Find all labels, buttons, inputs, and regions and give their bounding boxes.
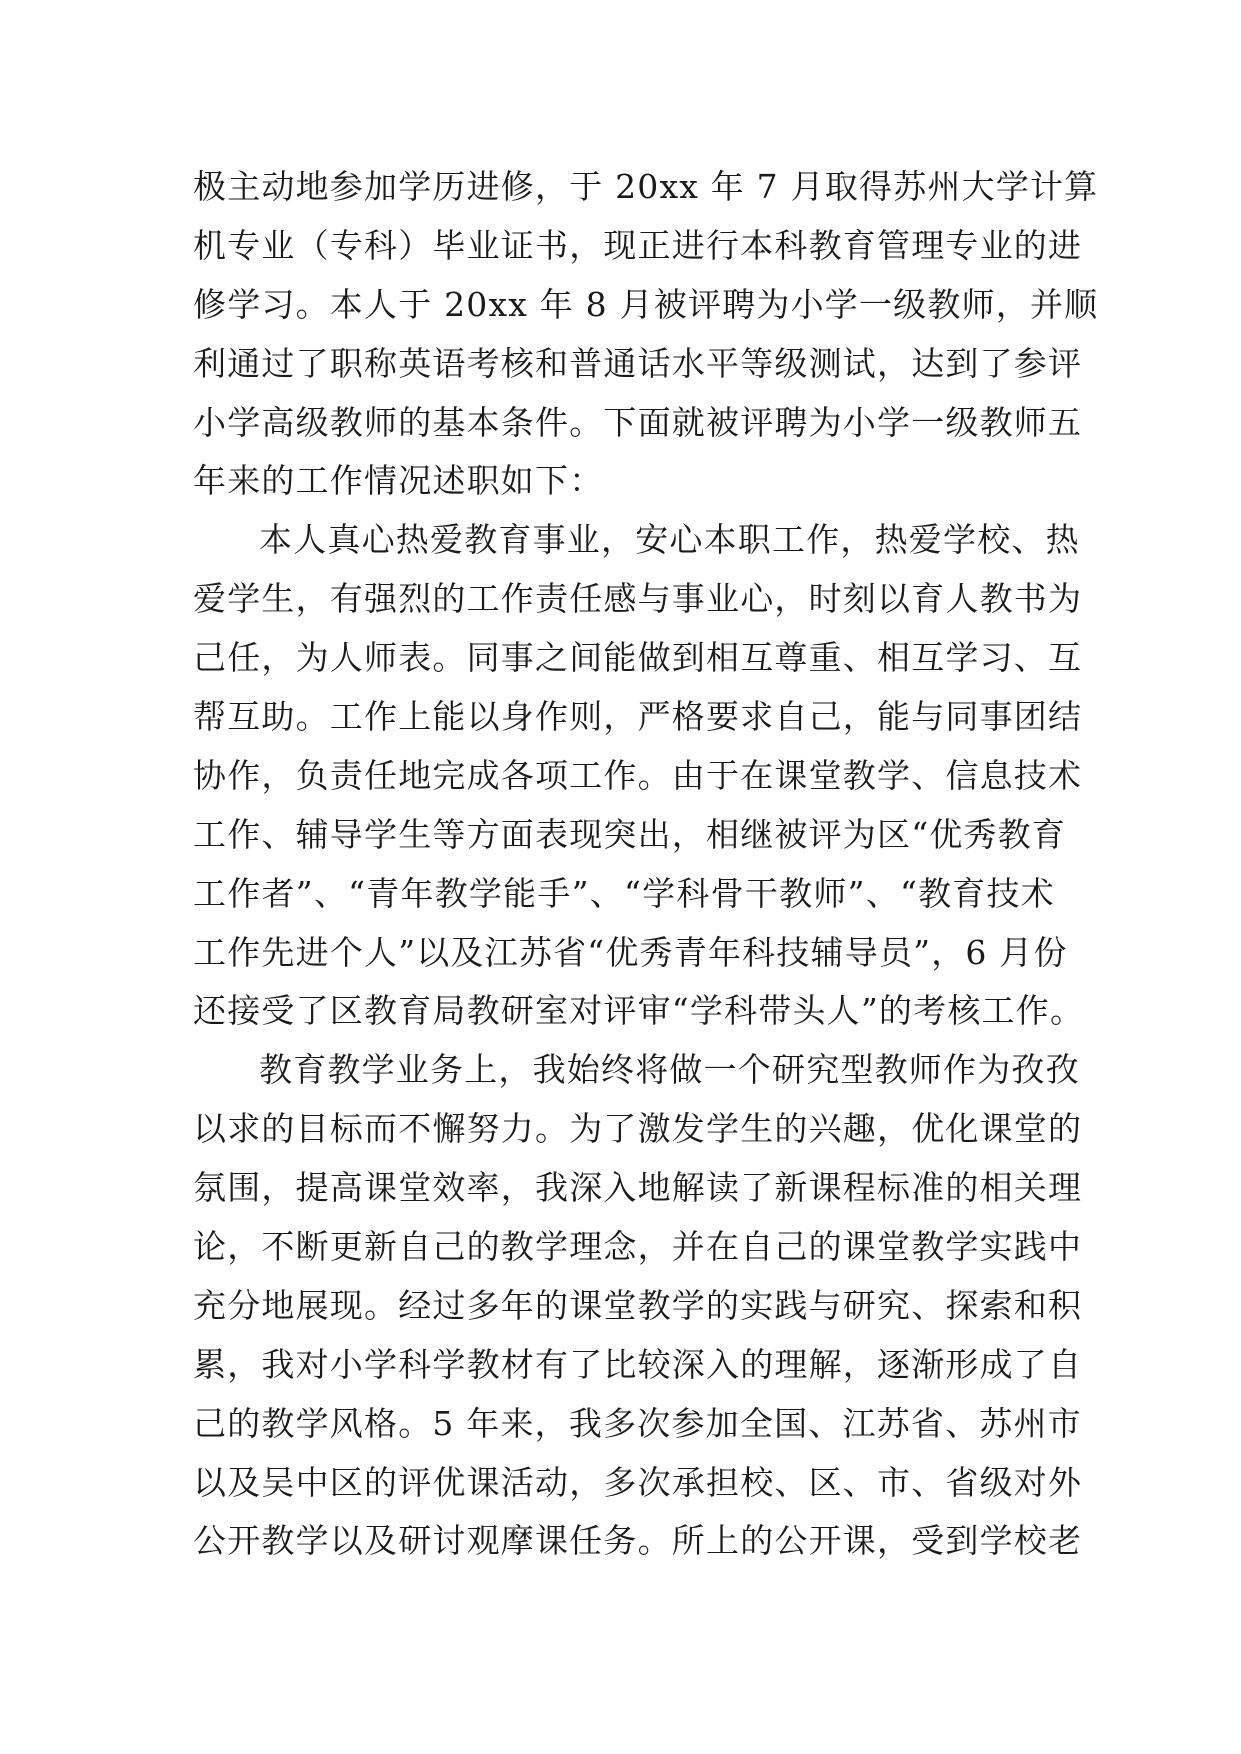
paragraph-1	[193, 158, 1099, 511]
text-line: 己的教学风格。5 年来，我多次参加全国、江苏省、苏州市	[193, 1403, 1082, 1443]
text-line: 小学高级教师的基本条件。下面就被评聘为小学一级教师五	[193, 402, 1083, 442]
text-line: 充分地展现。经过多年的课堂教学的实践与研究、探索和积	[193, 1285, 1083, 1325]
text-line: 修学习。本人于 20xx 年 8 月被评聘为小学一级教师，并顺	[193, 284, 1099, 324]
text-line: 工作者”、“青年教学能手”、“学科骨干教师”、“教育技术	[193, 873, 1055, 913]
text-line: 教育教学业务上，我始终将做一个研究型教师作为孜孜	[259, 1050, 1080, 1090]
text-line: 本人真心热爱教育事业，安心本职工作，热爱学校、热	[259, 520, 1080, 560]
text-line: 累，我对小学科学教材有了比较深入的理解，逐渐形成了自	[193, 1344, 1083, 1384]
text-line: 爱学生，有强烈的工作责任感与事业心，时刻以育人教书为	[193, 579, 1083, 619]
text-line: 工作、辅导学生等方面表现突出，相继被评为区“优秀教育	[193, 814, 1067, 854]
text-line: 氛围，提高课堂效率，我深入地解读了新课程标准的相关理	[193, 1168, 1083, 1208]
paragraph-3	[193, 1041, 1083, 1571]
text-line: 年来的工作情况述职如下：	[193, 461, 604, 501]
text-line: 己任，为人师表。同事之间能做到相互尊重、相互学习、互	[193, 638, 1083, 678]
text-line: 以求的目标而不懈努力。为了激发学生的兴趣，优化课堂的	[193, 1109, 1083, 1149]
text-line: 论，不断更新自己的教学理念，并在自己的课堂教学实践中	[193, 1227, 1083, 1267]
text-line: 利通过了职称英语考核和普通话水平等级测试，达到了参评	[193, 343, 1083, 383]
text-line: 帮互助。工作上能以身作则，严格要求自己，能与同事团结	[193, 697, 1083, 737]
text-line: 公开教学以及研讨观摩课任务。所上的公开课，受到学校老	[193, 1521, 1083, 1561]
text-line: 机专业（专科）毕业证书，现正进行本科教育管理专业的进	[193, 225, 1083, 265]
text-line: 协作，负责任地完成各项工作。由于在课堂教学、信息技术	[193, 755, 1083, 795]
text-line: 以及吴中区的评优课活动，多次承担校、区、市、省级对外	[193, 1462, 1083, 1502]
paragraph-2	[193, 511, 1085, 1041]
text-line: 工作先进个人”以及江苏省“优秀青年科技辅导员”，6 月份	[193, 932, 1068, 972]
text-line: 极主动地参加学历进修，于 20xx 年 7 月取得苏州大学计算	[193, 167, 1099, 206]
text-line: 还接受了区教育局教研室对评审“学科带头人”的考核工作。	[193, 991, 1085, 1031]
body-text	[193, 158, 1099, 1571]
